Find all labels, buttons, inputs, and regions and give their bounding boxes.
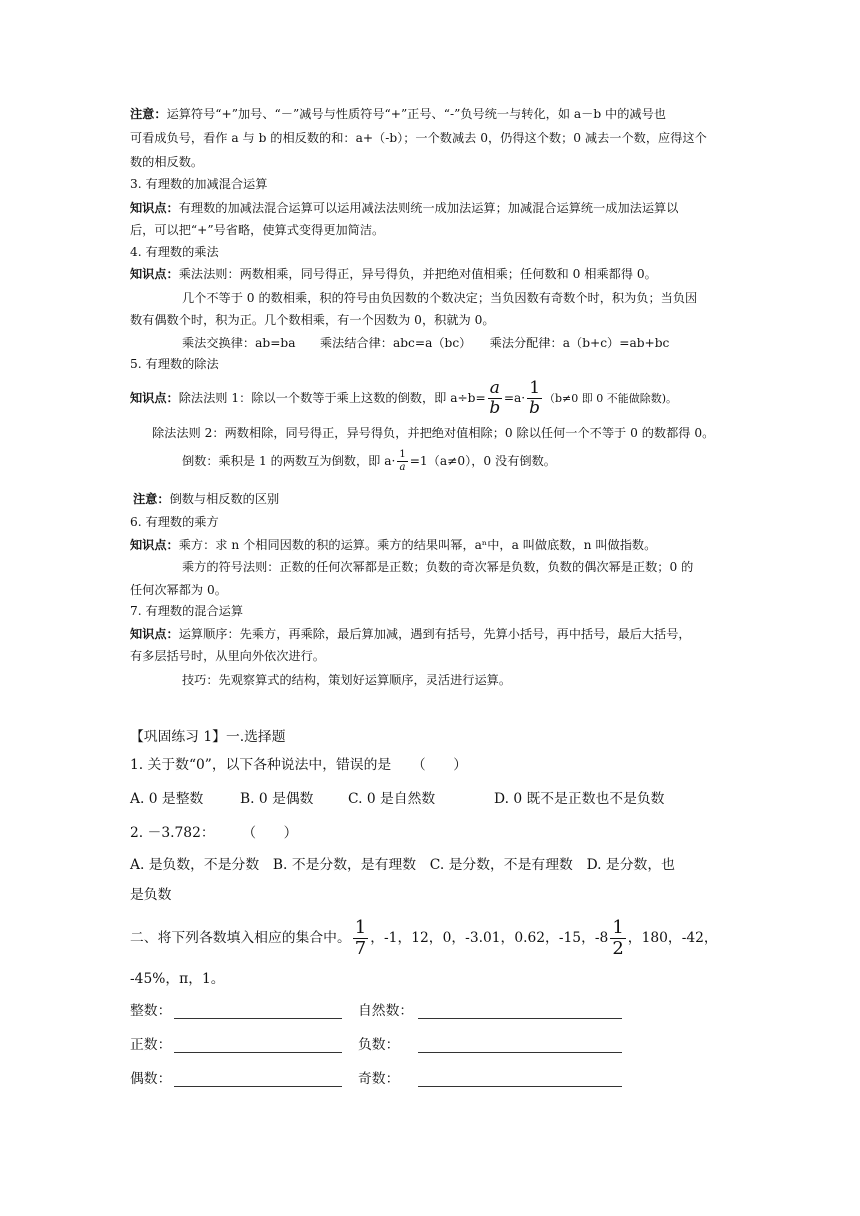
set-label-odd: 奇数： [358, 1071, 400, 1087]
denominator: 2 [612, 938, 624, 959]
denominator: b [489, 398, 501, 418]
numerator: a [489, 378, 500, 398]
instruction-text: ，-1，12，0，-3.01，0.62，-15，-8 [370, 930, 609, 946]
reciprocal-definition [182, 446, 556, 476]
note-line: 可看成负号，看作 a 与 b 的相反数的和：a+（-b）；一个数减去 0，仍得这个数；0 减去一个数，应得这个 [130, 131, 707, 145]
knowledge-label: 知识点： [130, 538, 179, 552]
numerator: 1 [399, 449, 406, 460]
section-heading: 5. 有理数的除法 [130, 357, 219, 371]
question-2: 2. －3.782： （ ） [130, 825, 298, 841]
answer-blank-positive[interactable] [174, 1052, 342, 1053]
answer-blank-even[interactable] [174, 1086, 342, 1087]
note-line [133, 489, 279, 509]
note-line [130, 104, 666, 124]
knowledge-line [130, 624, 691, 644]
exercise-title: 【巩固练习 1】一.选择题 [130, 729, 286, 745]
question-1-option-c: C. 0 是自然数 [348, 791, 436, 807]
part-2-numbers-cont: -45%，π，1。 [130, 971, 225, 987]
section-heading: 7. 有理数的混合运算 [130, 604, 244, 618]
instruction-text: 二、将下列各数填入相应的集合中。 [130, 930, 351, 946]
note-label: 注意： [130, 107, 167, 121]
denominator: a [399, 462, 406, 473]
part-2-instruction [130, 914, 718, 962]
set-label-positive: 正数： [130, 1037, 172, 1053]
rule-text: 除法法则 1：除以一个数等于乘上这数的倒数，即 a÷b= [178, 391, 486, 405]
knowledge-text: 有理数的加减法混合运算可以运用减法法则统一成加法运算；加减混合运算统一成加法运算以 [178, 201, 679, 215]
set-label-natural: 自然数： [358, 1003, 414, 1019]
answer-blank-integer[interactable] [174, 1018, 342, 1019]
knowledge-line: 几个不等于 0 的数相乘，积的符号由负因数的个数决定；当负因数有奇数个时，积为负；当负因 [182, 291, 698, 305]
set-label-negative: 负数： [358, 1037, 400, 1053]
fraction-a-over-b [488, 380, 502, 417]
knowledge-text: 乘方：求 n 个相同因数的积的运算。乘方的结果叫幂，aⁿ中，a 叫做底数，n 叫做指数。 [178, 538, 657, 552]
numerator: 1 [529, 378, 541, 398]
knowledge-line: 乘方的符号法则：正数的任何次幂都是正数；负数的奇次幂是负数，负数的偶次幂是正数；0 的 [182, 560, 694, 574]
section-heading: 3. 有理数的加减混合运算 [130, 177, 268, 191]
rule-text: =a· [503, 391, 526, 405]
note-text: 运算符号“+”加号、“－”减号与性质符号“+”正号、“-”负号统一与转化，如 a－b 中的减号也 [166, 107, 666, 121]
knowledge-line: 技巧：先观察算式的结构，策划好运算顺序，灵活进行运算。 [182, 673, 512, 687]
knowledge-text: 乘法法则：两数相乘，同号得正，异号得负，并把绝对值相乘；任何数和 0 相乘都得 0。 [178, 267, 657, 281]
knowledge-line: 任何次幂都为 0。 [130, 583, 227, 597]
fraction-1-over-7 [353, 919, 368, 958]
instruction-text: ，180，-42， [627, 930, 718, 946]
answer-blank-odd[interactable] [418, 1086, 622, 1087]
numerator: 1 [612, 917, 624, 938]
question-1: 1. 关于数“0”，以下各种说法中，错误的是 （ ） [130, 757, 468, 773]
rule-text: =1（a≠0），0 没有倒数。 [409, 454, 556, 468]
question-2-options: A. 是负数，不是分数 B. 不是分数，是有理数 C. 是分数，不是有理数 D. 是分数，也 [130, 857, 675, 873]
knowledge-line: 数有偶数个时，积为正。几个数相乘，有一个因数为 0，积就为 0。 [130, 313, 495, 327]
note-text: 倒数与相反数的区别 [169, 492, 280, 506]
rule-text: 倒数：乘积是 1 的两数互为倒数，即 a· [182, 454, 396, 468]
denominator: b [529, 398, 541, 418]
division-rule-1 [130, 378, 677, 419]
section-heading: 6. 有理数的乘方 [130, 515, 219, 529]
question-2-options-cont: 是负数 [130, 887, 172, 903]
knowledge-line [130, 535, 656, 555]
question-1-option-a: A. 0 是整数 [130, 791, 204, 807]
note-line: 数的相反数。 [130, 155, 204, 169]
section-heading: 4. 有理数的乘法 [130, 245, 219, 259]
knowledge-label: 知识点： [130, 201, 179, 215]
fraction-1-over-a [397, 450, 407, 473]
note-label: 注意： [133, 492, 170, 506]
knowledge-line: 有多层括号时，从里向外依次进行。 [130, 649, 325, 663]
multiplication-laws: 乘法交换律：ab=ba 乘法结合律：abc=a（bc） 乘法分配律：a（b+c）=ab+bc [182, 336, 670, 350]
answer-blank-natural[interactable] [418, 1018, 622, 1019]
rule-text: （b≠0 即 0 不能做除数)。 [544, 392, 678, 405]
fraction-1-over-2 [610, 919, 625, 958]
knowledge-line [130, 198, 678, 218]
division-rule-2: 除法法则 2：两数相除，同号得正，异号得负，并把绝对值相除；0 除以任何一个不等于 0 的数都得 0。 [152, 426, 715, 440]
set-label-even: 偶数： [130, 1071, 172, 1087]
knowledge-line [130, 264, 657, 284]
set-label-integer: 整数： [130, 1003, 172, 1019]
knowledge-text: 运算顺序：先乘方，再乘除，最后算加减，遇到有括号，先算小括号，再中括号，最后大括号， [178, 627, 691, 641]
knowledge-label: 知识点： [130, 627, 179, 641]
question-1-option-d: D. 0 既不是正数也不是负数 [494, 791, 665, 807]
knowledge-label: 知识点： [130, 391, 179, 405]
numerator: 1 [354, 917, 367, 938]
denominator: 7 [354, 938, 367, 959]
question-1-option-b: B. 0 是偶数 [240, 791, 314, 807]
fraction-1-over-b [527, 380, 542, 417]
knowledge-line: 后，可以把“+”号省略，使算式变得更加简洁。 [130, 223, 385, 237]
answer-blank-negative[interactable] [418, 1052, 622, 1053]
knowledge-label: 知识点： [130, 267, 179, 281]
